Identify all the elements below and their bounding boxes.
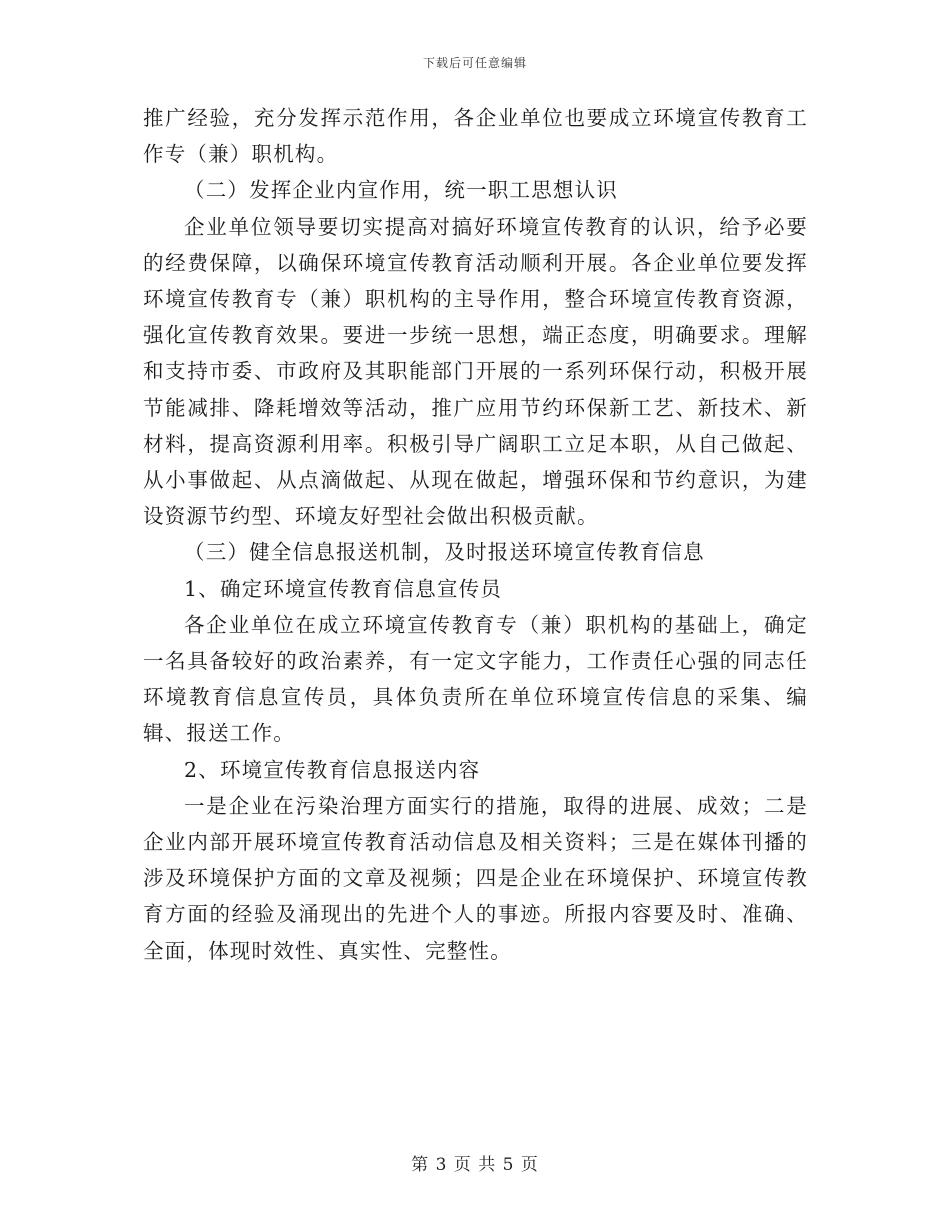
paragraph-4: 一是企业在污染治理方面实行的措施，取得的进展、成效；二是企业内部开展环境宣传教育活动信息及相关资料；三是在媒体刊播的涉及环境保护方面的文章及视频；四是企业在环境保护、环境宣传教育方面的经验及涌现出的先进个人的事迹。所报内容要及时、准确、全面，体现时效性、真实性、完整性。 bbox=[143, 793, 808, 963]
section-heading-2: （二）发挥企业内宣作用，统一职工思想认识 bbox=[184, 178, 618, 203]
paragraph-3: 各企业单位在成立环境宣传教育专（兼）职机构的基础上，确定一名具备较好的政治素养，有一定文字能力，工作责任心强的同志任环境教育信息宣传员，具体负责所在单位环境宣传信息的采集、编辑、报送工作。 bbox=[143, 612, 808, 746]
subheading-1: 1、确定环境宣传教育信息宣传员 bbox=[184, 576, 503, 601]
paragraph-1: 推广经验，充分发挥示范作用，各企业单位也要成立环境宣传教育工作专（兼）职机构。 bbox=[143, 106, 808, 167]
paragraph-2: 企业单位领导要切实提高对搞好环境宣传教育的认识，给予必要的经费保障，以确保环境宣传教育活动顺利开展。各企业单位要发挥环境宣传教育专（兼）职机构的主导作用，整合环境宣传教育资源，强化宣传教育效果。要进一步统一思想，端正态度，明确要求。理解和支持市委、市政府及其职能部门开展的一系列环保行动，积极开展节能减排、降耗增效等活动，推广应用节约环保新工艺、新技术、新材料，提高资源利用率。积极引导广阔职工立足本职，从自己做起、从小事做起、从点滴做起、从现在做起，增强环保和节约意识，为建设资源节约型、环境友好型社会做出积极贡献。 bbox=[143, 214, 808, 529]
subheading-2: 2、环境宣传教育信息报送内容 bbox=[184, 757, 481, 782]
section-heading-3: （三）健全信息报送机制，及时报送环境宣传教育信息 bbox=[184, 540, 705, 565]
page-header: 下载后可任意编辑 bbox=[422, 56, 527, 70]
document-body bbox=[143, 100, 808, 969]
page-number-footer: 第 3 页 共 5 页 bbox=[411, 1155, 539, 1175]
